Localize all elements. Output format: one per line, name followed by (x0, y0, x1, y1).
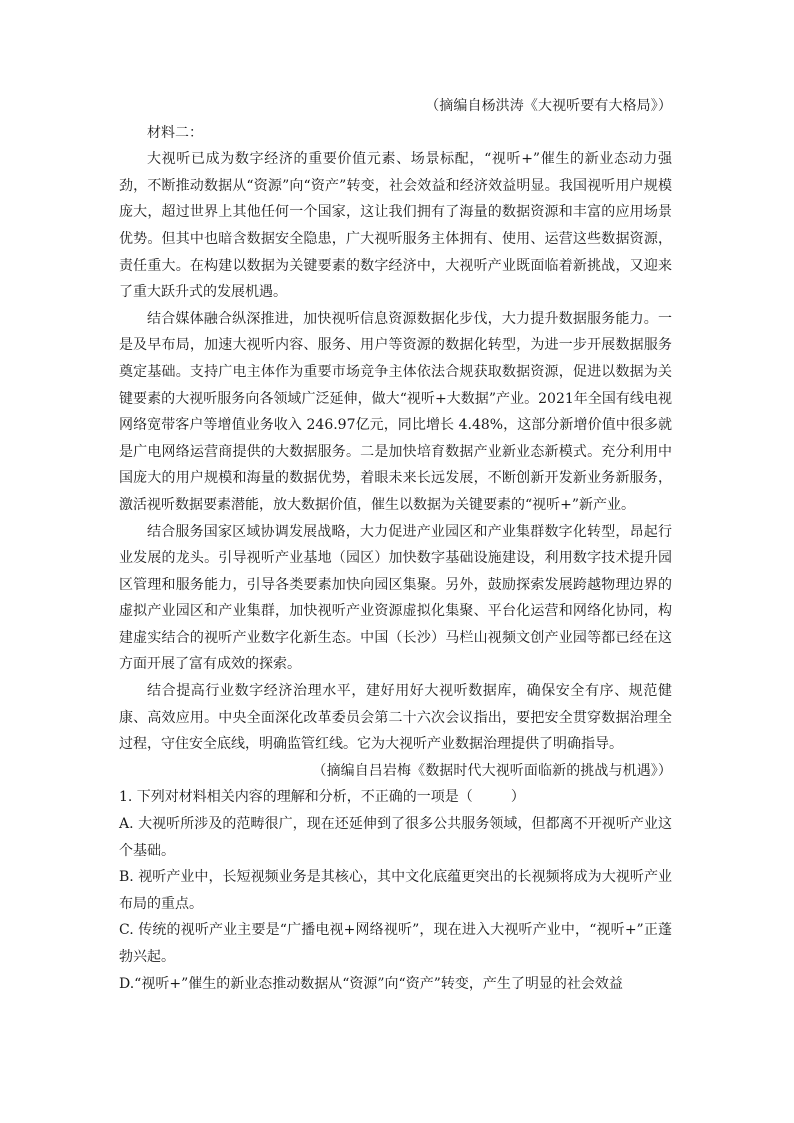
question-stem (119, 784, 672, 811)
paragraph-1: 大视听已成为数字经济的重要价值元素、场景标配，“视听+”催生的新业态动力强劲，不断推动数据从“资源”向“资产”转变，社会效益和经济效益明显。我国视听用户规模庞大，超过世界上其他任何一个国家，这让我们拥有了海量的数据资源和丰富的应用场景优势。但其中也暗含数据安全隐患，广大视听服务主体拥有、使用、运营这些数据资源，责任重大。在构建以数据为关键要素的数字经济中，大视听产业既面临着新挑战，又迎来了重大跃升式的发展机遇。 (119, 151, 672, 301)
paragraph-2: 结合媒体融合纵深推进，加快视听信息资源数据化步伐，大力提升数据服务能力。一是及早布局，加速大视听内容、服务、用户等资源的数据化转型，为进一步开展数据服务奠定基础。支持广电主体作为重要市场竞争主体依法合规获取数据资源，促进以数据为关键要素的大视听服务向各领域广泛延伸，做大“视听+大数据”产业。2021年全国有线电视网络宽带客户等增值业务收入 246.97亿元，同比增长 4.48%，这部分新增价值中很多就是广电网络运营商提供的大数据服务。二是加快培育数据产业新业态新模式。充分利用中国庞大的用户规模和海量的数据优势，着眼未来长远发展，不断创新开发新业务新服务，激活视听数据要素潜能，放大数据价值，催生以数据为关键要素的“视听+”新产业。 (119, 310, 672, 513)
paragraph-3: 结合服务国家区域协调发展战略，大力促进产业园区和产业集群数字化转型，昂起行业发展的龙头。引导视听产业基地（园区）加快数字基础设施建设，利用数字技术提升园区管理和服务能力，引导各类要素加快向园区集聚。另外，鼓励探索发展跨越物理边界的虚拟产业园区和产业集群，加快视听产业资源虚拟化集聚、平台化运营和网络化协同，构建虚实结合的视听产业数字化新生态。中国（长沙）马栏山视频文创产业园等都已经在这方面开展了富有成效的探索。 (119, 523, 672, 673)
option-b: B. 视听产业中，长短视频业务是其核心，其中文化底蕴更突出的长视频将成为大视听产业布局的重点。 (119, 869, 672, 912)
document-page (119, 93, 672, 997)
source-citation-2: （摘编自吕岩梅《数据时代大视听面临新的挑战与机遇》） (312, 762, 672, 779)
source-citation-1: （摘编自杨洪涛《大视听要有大格局》） (425, 98, 672, 114)
question-stem-text: 1. 下列对材料相关内容的理解和分析，不正确的一项是（ (119, 789, 473, 806)
question-stem-close: ） (510, 789, 525, 806)
option-d: D.“视听+”催生的新业态推动数据从“资源”向“资产”转变，产生了明显的社会效益 (119, 975, 623, 992)
section-heading: 材料二： (147, 124, 203, 141)
option-a: A. 大视听所涉及的范畴很广，现在还延伸到了很多公共服务领域，但都离不开视听产业这个基础。 (119, 816, 672, 859)
option-c: C. 传统的视听产业主要是“广播电视+网络视听”，现在进入大视听产业中，“视听+”正蓬勃兴起。 (119, 922, 672, 965)
paragraph-4: 结合提高行业数字经济治理水平，建好用好大视听数据库，确保安全有序、规范健康、高效应用。中央全面深化改革委员会第二十六次会议指出，要把安全贯穿数据治理全过程，守住安全底线，明确监管红线。它为大视听产业数据治理提供了明确指导。 (119, 683, 672, 753)
